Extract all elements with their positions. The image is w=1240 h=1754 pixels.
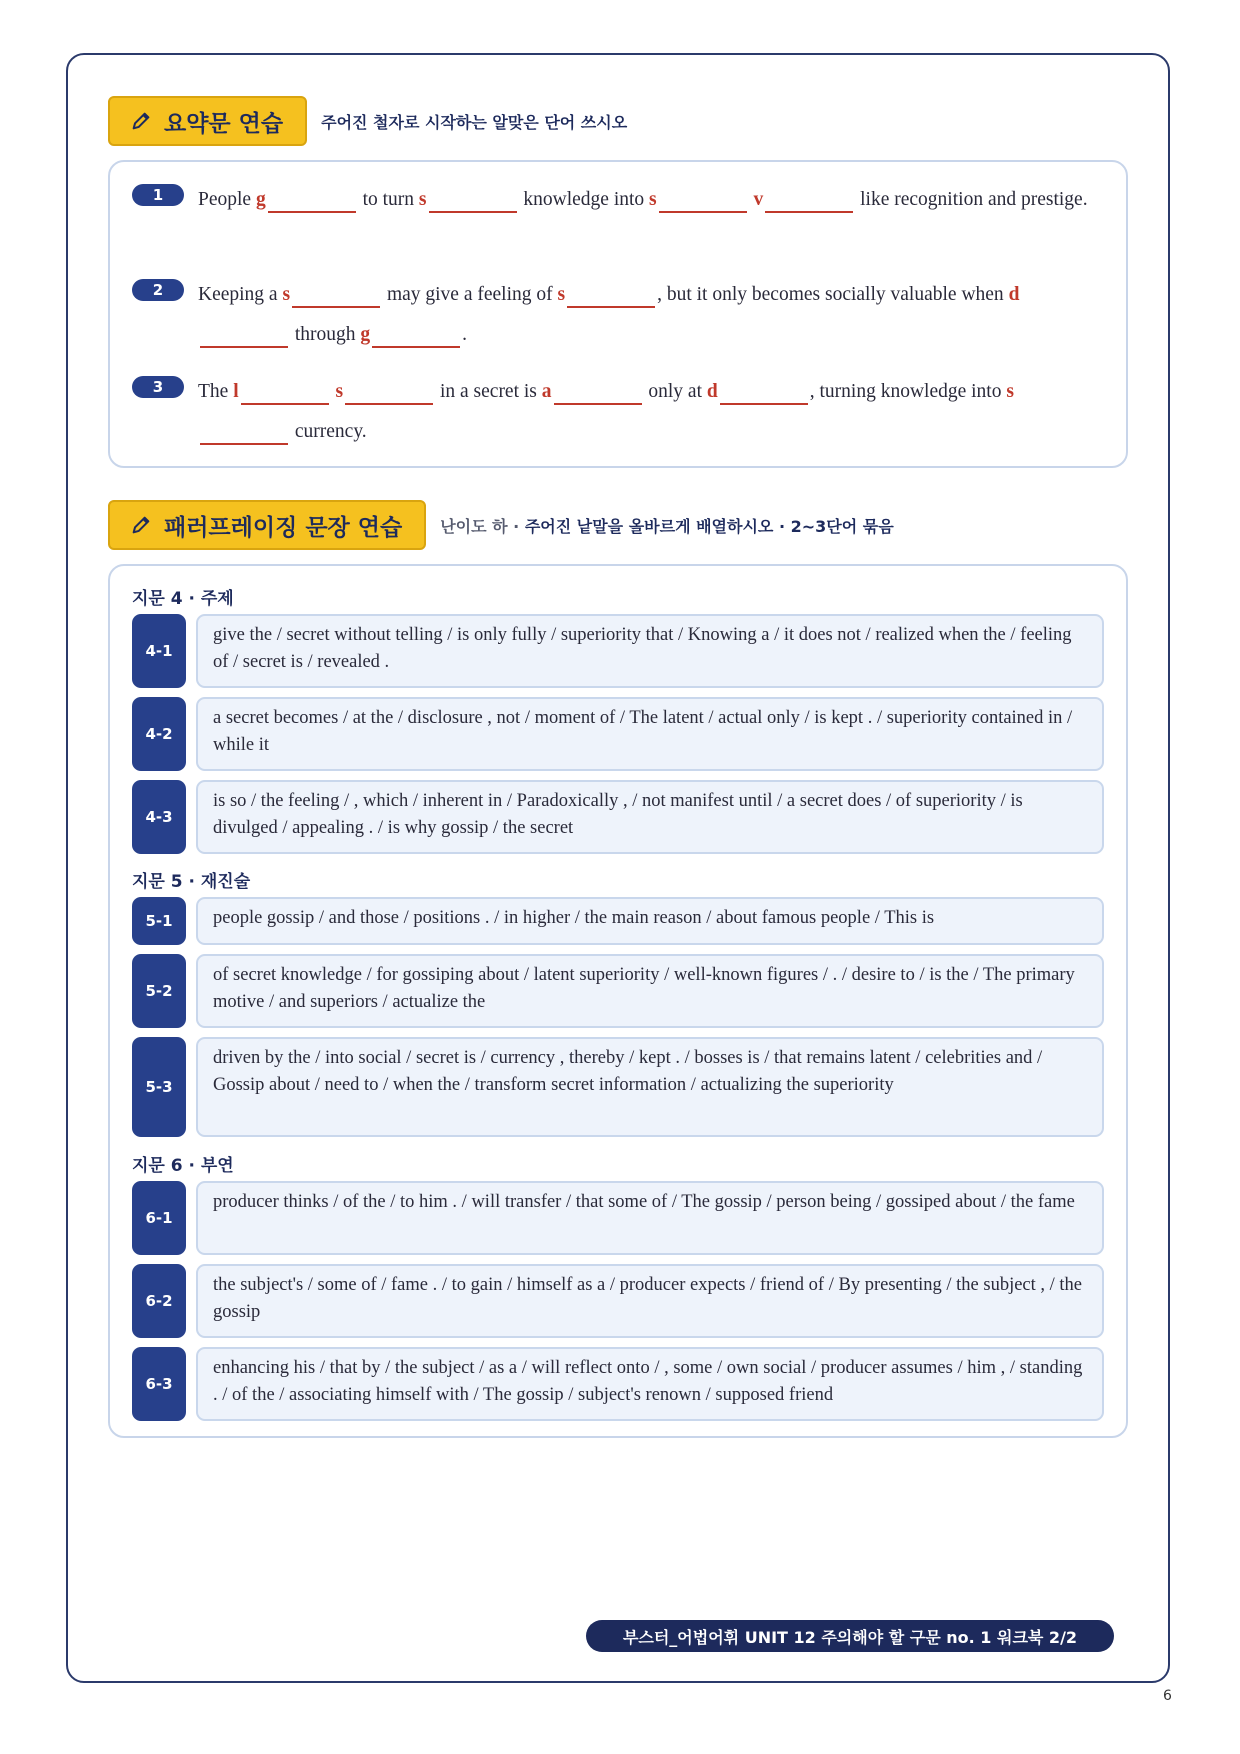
text-part: may give a feeling of bbox=[382, 284, 558, 305]
text-part: to turn bbox=[357, 189, 419, 210]
word-chunks: a secret becomes / at the / disclosure , not / moment of / The latent / actual only / is kept . / superiority contained in / while it bbox=[196, 697, 1104, 771]
summary-section-header bbox=[108, 96, 627, 146]
paraphrase-row bbox=[132, 954, 1104, 1028]
text-part: like recognition and prestige. bbox=[855, 189, 1088, 210]
initial-letter: g bbox=[360, 324, 371, 345]
summary-sentence bbox=[198, 372, 1106, 452]
word-chunks: producer thinks / of the / to him . / will transfer / that some of / The gossip / person being / gossiped about / the fame bbox=[196, 1181, 1104, 1255]
answer-blank[interactable] bbox=[268, 185, 356, 213]
paraphrase-instruction: 주어진 낱말을 올바르게 배열하시오 · 2~3단어 묶음 bbox=[524, 516, 894, 536]
row-number: 4-1 bbox=[132, 614, 186, 688]
initial-letter: s bbox=[418, 189, 427, 210]
answer-blank[interactable] bbox=[241, 377, 329, 405]
row-number: 5-2 bbox=[132, 954, 186, 1028]
initial-letter: s bbox=[1006, 381, 1014, 402]
initial-letter: d bbox=[706, 381, 718, 402]
text-part: Keeping a bbox=[198, 284, 283, 305]
summary-title-tag bbox=[108, 96, 307, 146]
answer-blank[interactable] bbox=[567, 280, 655, 308]
paraphrase-section-header bbox=[108, 500, 894, 550]
initial-letter: v bbox=[753, 189, 764, 210]
text-part: through bbox=[290, 324, 361, 345]
paraphrase-row bbox=[132, 697, 1104, 771]
paraphrase-row bbox=[132, 1264, 1104, 1338]
word-chunks: the subject's / some of / fame . / to gain / himself as a / producer expects / friend of / By presenting / the subject , / the gossip bbox=[196, 1264, 1104, 1338]
text-part: People bbox=[198, 189, 256, 210]
paraphrase-instruction-line bbox=[440, 514, 893, 537]
pencil-icon bbox=[130, 110, 152, 132]
text-part: in a secret is bbox=[435, 381, 542, 402]
paraphrase-title: 패러프레이징 문장 연습 bbox=[164, 514, 403, 541]
summary-box bbox=[108, 160, 1128, 468]
paraphrase-box bbox=[108, 564, 1128, 1438]
summary-sentence bbox=[198, 275, 1106, 355]
summary-title: 요약문 연습 bbox=[164, 110, 284, 137]
summary-sentence bbox=[198, 180, 1106, 220]
group-label: 지문 6 · 부연 bbox=[132, 1156, 234, 1176]
row-number: 6-3 bbox=[132, 1347, 186, 1421]
initial-letter: l bbox=[233, 381, 239, 402]
text-part: currency. bbox=[290, 421, 367, 442]
word-chunks: enhancing his / that by / the subject / as a / will reflect onto / , some / own social / producer assumes / him , / standing . / of the / associating himself with / The gossip / subject's renown / supposed friend bbox=[196, 1347, 1104, 1421]
text-part: knowledge into bbox=[518, 189, 650, 210]
paraphrase-row bbox=[132, 1037, 1104, 1137]
initial-letter: s bbox=[282, 284, 291, 305]
group-label: 지문 4 · 주제 bbox=[132, 589, 234, 609]
item-number: 3 bbox=[132, 376, 184, 398]
initial-letter: s bbox=[649, 189, 657, 210]
row-number: 6-1 bbox=[132, 1181, 186, 1255]
paraphrase-row bbox=[132, 1347, 1104, 1421]
word-chunks: driven by the / into social / secret is / currency , thereby / kept . / bosses is / that remains latent / celebrities and / Gossip about / need to / when the / transform secret information / actualizing the superiority bbox=[196, 1037, 1104, 1137]
item-number: 2 bbox=[132, 279, 184, 301]
text-part: . bbox=[462, 324, 468, 345]
row-number: 5-3 bbox=[132, 1037, 186, 1137]
pencil-icon bbox=[130, 514, 152, 536]
initial-letter: s bbox=[335, 381, 344, 402]
word-chunks: is so / the feeling / , which / inherent in / Paradoxically , / not manifest until / a secret does / of superiority / is divulged / appealing . / is why gossip / the secret bbox=[196, 780, 1104, 854]
paraphrase-row bbox=[132, 1181, 1104, 1255]
answer-blank[interactable] bbox=[554, 377, 642, 405]
row-number: 4-2 bbox=[132, 697, 186, 771]
initial-letter: a bbox=[541, 381, 552, 402]
initial-letter: d bbox=[1008, 284, 1020, 305]
difficulty-label: 난이도 하 · bbox=[440, 516, 520, 536]
answer-blank[interactable] bbox=[345, 377, 433, 405]
word-chunks: people gossip / and those / positions . / in higher / the main reason / about famous people / This is bbox=[196, 897, 1104, 945]
initial-letter: g bbox=[255, 189, 266, 210]
answer-blank[interactable] bbox=[292, 280, 380, 308]
answer-blank[interactable] bbox=[372, 320, 460, 348]
answer-blank[interactable] bbox=[720, 377, 808, 405]
answer-blank[interactable] bbox=[659, 185, 747, 213]
paraphrase-row bbox=[132, 897, 1104, 945]
row-number: 6-2 bbox=[132, 1264, 186, 1338]
text-part: The bbox=[198, 381, 234, 402]
footer-badge: 부스터_어법어휘 UNIT 12 주의해야 할 구문 no. 1 워크북 2/2 bbox=[586, 1620, 1114, 1652]
page-number: 6 bbox=[1163, 1688, 1172, 1704]
paraphrase-title-tag bbox=[108, 500, 426, 550]
group-label: 지문 5 · 재진술 bbox=[132, 872, 251, 892]
item-number: 1 bbox=[132, 184, 184, 206]
word-chunks: give the / secret without telling / is only fully / superiority that / Knowing a / it does not / realized when the / feeling of / secret is / revealed . bbox=[196, 614, 1104, 688]
text-part: , turning knowledge into bbox=[809, 381, 1007, 402]
initial-letter: s bbox=[557, 284, 566, 305]
summary-instruction: 주어진 철자로 시작하는 알맞은 단어 쓰시오 bbox=[321, 112, 628, 132]
text-part: , but it only becomes socially valuable when bbox=[657, 284, 1009, 305]
row-number: 4-3 bbox=[132, 780, 186, 854]
answer-blank[interactable] bbox=[429, 185, 517, 213]
word-chunks: of secret knowledge / for gossiping about / latent superiority / well-known figures / . / desire to / is the / The primary motive / and superiors / actualize the bbox=[196, 954, 1104, 1028]
answer-blank[interactable] bbox=[200, 320, 288, 348]
paraphrase-row bbox=[132, 614, 1104, 688]
answer-blank[interactable] bbox=[200, 417, 288, 445]
text-part: only at bbox=[643, 381, 707, 402]
paraphrase-row bbox=[132, 780, 1104, 854]
row-number: 5-1 bbox=[132, 897, 186, 945]
answer-blank[interactable] bbox=[765, 185, 853, 213]
